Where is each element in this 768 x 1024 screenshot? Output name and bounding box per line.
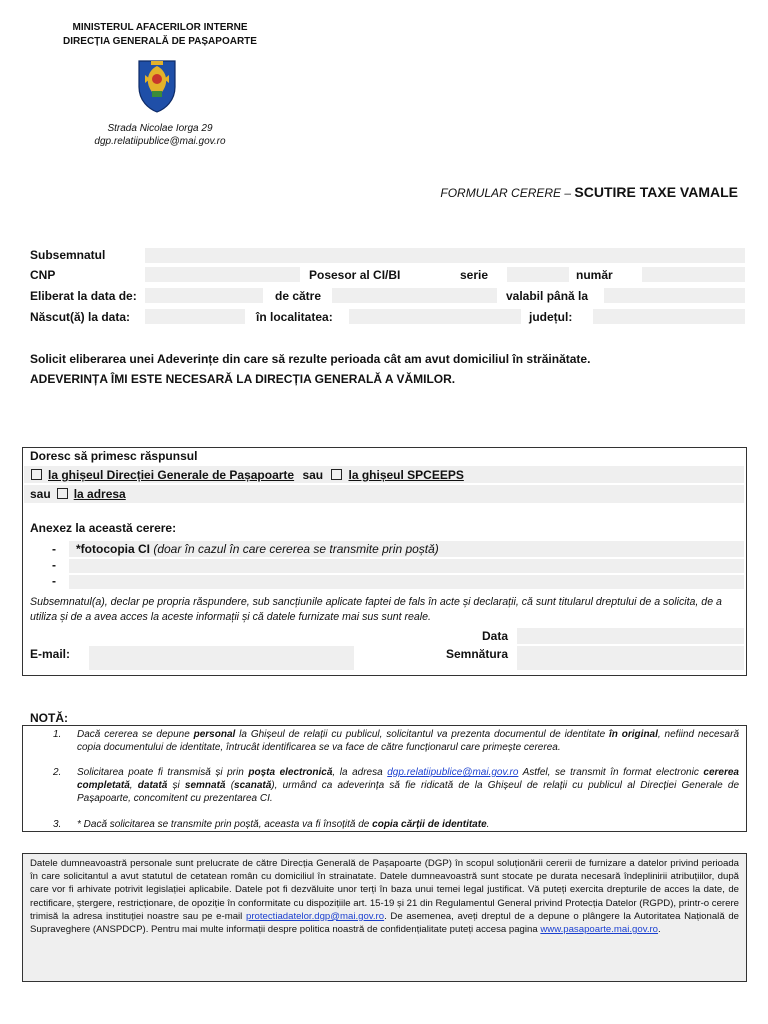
declaration-text: Subsemnatul(a), declar pe propria răspundere, sub sancțiunile aplicate faptei de fals în acte și declarații, că sunt titularul dreptului de a solicita, de a utiliza și de a avea acces la aceste informații și că datele furnizate mai sus sunt reale.	[30, 596, 722, 623]
annex-row-3[interactable]	[69, 575, 744, 589]
privacy-box	[22, 853, 747, 982]
response-section	[22, 447, 747, 676]
form-title	[300, 184, 738, 202]
checkbox-adresa[interactable]	[57, 488, 68, 499]
label-de-catre: de către	[275, 289, 322, 303]
form-title-main: SCUTIRE TAXE VAMALE	[574, 184, 738, 200]
option-adresa[interactable]: la adresa	[73, 487, 126, 501]
option-ghiseu-spceeps[interactable]: la ghișeul SPCEEPS	[348, 468, 464, 482]
label-posesor: Posesor al CI/BI	[309, 268, 401, 282]
note-2-email-link[interactable]: dgp.relatiipublice@mai.gov.ro	[387, 767, 519, 778]
label-nascut: Născut(ă) la data:	[30, 310, 131, 324]
sau-label-2: sau	[30, 487, 51, 501]
label-valabil: valabil până la	[506, 289, 589, 303]
label-semnatura: Semnătura	[446, 647, 509, 661]
judetul-input[interactable]	[593, 309, 745, 324]
note-2-number: 2.	[53, 767, 62, 778]
coat-of-arms-logo	[135, 57, 179, 113]
eliberat-input[interactable]	[145, 288, 263, 303]
annex-title: Anexez la această cerere:	[30, 521, 177, 535]
label-eliberat: Eliberat la data de:	[30, 289, 137, 303]
valabil-input[interactable]	[604, 288, 745, 303]
note-3: * Dacă solicitarea se transmite prin poștă, aceasta va fi însoțită de copia cărții de identitate.	[77, 819, 490, 830]
annex-item-1-note: (doar în cazul în care cererea se transmite prin poștă)	[150, 542, 439, 556]
contact-email: dgp.relatiipublice@mai.gov.ro	[94, 136, 226, 147]
option-ghiseu-dgp[interactable]: la ghișeul Direcției Generale de Pașapoarte	[48, 468, 295, 482]
notes-title: NOTĂ:	[30, 711, 68, 725]
checkbox-ghiseu-spceeps[interactable]	[331, 469, 342, 480]
nascut-input[interactable]	[145, 309, 245, 324]
cnp-input[interactable]	[145, 267, 300, 282]
note-3-number: 3.	[53, 819, 62, 830]
request-line-1: Solicit eliberarea unei Adeverințe din care să rezulte perioada cât am avut domiciliul în străinătate.	[30, 352, 591, 366]
serie-input[interactable]	[507, 267, 569, 282]
de-catre-input[interactable]	[332, 288, 497, 303]
semnatura-input[interactable]	[517, 646, 744, 670]
notes-box	[22, 725, 747, 832]
label-email: E-mail:	[30, 647, 71, 661]
response-option-row-1	[31, 468, 464, 482]
label-data: Data	[482, 629, 509, 643]
checkbox-ghiseu-dgp[interactable]	[31, 469, 42, 480]
label-cnp: CNP	[30, 268, 56, 282]
response-title: Doresc să primesc răspunsul	[30, 449, 198, 463]
privacy-email-link[interactable]: protectiadatelor.dgp@mai.gov.ro	[245, 910, 385, 922]
request-line-2: ADEVERINȚA ÎMI ESTE NECESARĂ LA DIRECȚIA GENERALĂ A VĂMILOR.	[30, 372, 456, 386]
label-judetul: județul:	[529, 310, 573, 324]
annex-dash-2: -	[52, 558, 56, 572]
privacy-website-link[interactable]: www.pasapoarte.mai.gov.ro	[540, 924, 659, 936]
form-title-prefix: FORMULAR CERERE –	[440, 186, 575, 200]
localitatea-input[interactable]	[349, 309, 521, 324]
numar-input[interactable]	[642, 267, 745, 282]
directorate-name: DIRECȚIA GENERALĂ DE PAȘAPOARTE	[63, 36, 257, 47]
label-serie: serie	[460, 268, 489, 282]
response-option-row-2	[30, 487, 126, 501]
email-input[interactable]	[89, 646, 354, 670]
label-localitatea: în localitatea:	[256, 310, 333, 324]
label-numar: număr	[576, 268, 613, 282]
annex-item-1	[76, 542, 439, 556]
ministry-name: MINISTERUL AFACERILOR INTERNE	[72, 22, 248, 33]
note-1: Dacă cererea se depune personal la Ghișeul de relații cu publicul, solicitantul va prezenta documentul de identitate în original, nefiind necesară copia documentului de identitate, întrucât identificarea se va face de către funcționarul care primește cererea.	[77, 729, 740, 753]
annex-row-2[interactable]	[69, 559, 744, 573]
data-input[interactable]	[517, 628, 744, 644]
label-subsemnatul: Subsemnatul	[30, 248, 106, 262]
note-1-number: 1.	[53, 729, 62, 740]
street-address: Strada Nicolae Iorga 29	[107, 123, 213, 134]
note-2: Solicitarea poate fi transmisă și prin poșta electronică, la adresa dgp.relatiipublice@mai.gov.ro Astfel, se transmit în format electronic cererea completată, datată și semnată (scanată), urmând ca adeverința să fie ridicată de la Ghișeul de relații cu publicul al Direcției Generale de Pașapoarte, concomitent cu prezentarea CI.	[77, 767, 740, 804]
annex-dash-3: -	[52, 574, 56, 588]
subsemnatul-input[interactable]	[145, 248, 745, 263]
annex-dash-1: -	[52, 542, 56, 556]
sau-label-1: sau	[302, 468, 324, 482]
privacy-text: Datele dumneavoastră personale sunt prelucrate de către Direcția Generală de Pașapoarte (DGP) în scopul soluționării cererii de furnizare a datelor privind perioada în care solicitantul a avut statutul de cetatean român cu domiciliul în strainatate. Datele dumneavoastră sunt stocate pe durata necesară îndeplinirii atribuțiilor, după care vor fi arhivate potrivit legislației aplicabile. Datele pot fi dezvăluite unor terți în baza unui temei legal justificat. Vă puteți exercita drepturile de acces la date, de rectificare, ștergere, restricționare, de opoziție în conformitate cu dispozițiile art. 15-19 și 21 din Regulamentul General privind Protecția Datelor (RGPD), printr-o cerere trimisă la adresa instituției noastre sau pe e-mail protectiadatelor.dgp@mai.gov.ro. De asemenea, aveți dreptul de a depune o plângere la Autoritatea Națională de Supraveghere (ANSPDCP). Pentru mai multe informații despre politica noastră de confidențialitate puteți accesa pagina www.pasapoarte.mai.gov.ro.	[30, 858, 739, 936]
annex-item-1-main: *fotocopia CI	[76, 542, 150, 556]
